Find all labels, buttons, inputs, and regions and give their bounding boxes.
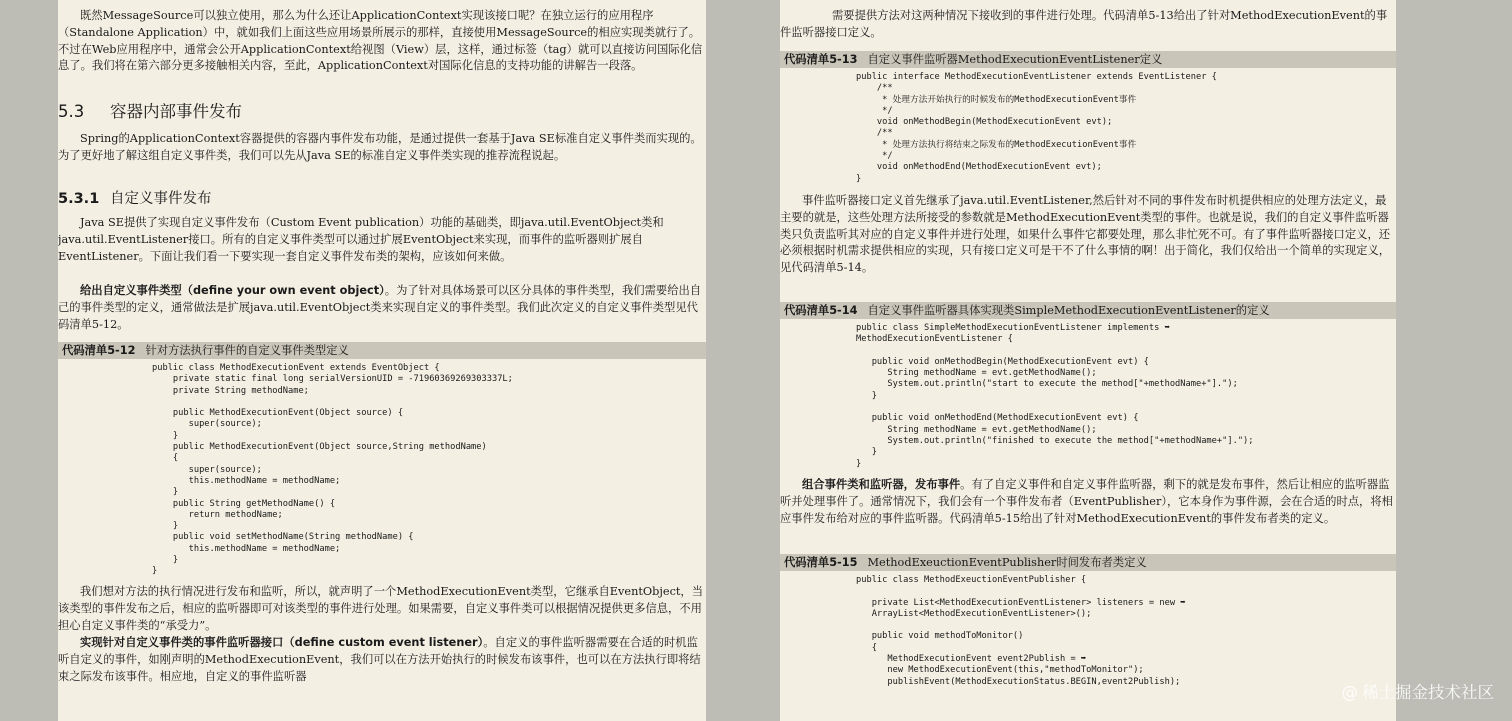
caption-label: 代码清单5-13 (784, 53, 858, 66)
section-title: 容器内部事件发布 (110, 102, 242, 121)
code-listing-5-12: public class MethodExecutionEvent extends EventObject { private static final long serialVersionUID = -71960369269303337L; private String methodName; public MethodExecutionEvent(Object source) { super(source); } public MethodExecutionEvent(Object source,String methodName) { super(source); this.methodName = methodName; } public String getMethodName() { return methodName; } public void setMethodName(String methodName) { this.methodName = methodName; } } (152, 363, 513, 577)
caption-label: 代码清单5-15 (784, 556, 858, 569)
paragraph-define-listener (58, 635, 706, 685)
caption-text: 自定义事件监听器具体实现类SimpleMethodExecutionEventListener的定义 (867, 304, 1270, 317)
subsection-number: 5.3.1 (58, 191, 100, 207)
paragraph-java-se-events: Java SE提供了实现自定义事件发布（Custom Event publication）功能的基础类，即java.util.EventObject类和java.util.EventListener接口。所有的自定义事件类型可以通过扩展EventObject来实现，而事件的监听器则扩展自EventListener。下面让我们看一下要实现一套自定义事件发布类的架构，应该如何来做。 (58, 216, 664, 263)
paragraph-define-event-text: 。为了针对具体场景可以区分具体的事件类型，我们需要给出自己的事件类型的定义，通常做法是扩展java.util.EventObject类来实现自定义的事件类型。我们此次定义的自定义事件类型见代码清单5-12。 (58, 284, 702, 331)
paragraph-define-event (58, 283, 706, 333)
caption-label: 代码清单5-12 (62, 344, 136, 357)
section-number: 5.3 (58, 102, 85, 121)
left-page (58, 0, 706, 721)
code-listing-5-14: public class SimpleMethodExecutionEventListener implements ➥ MethodExecutionEventListener { public void onMethodBegin(MethodExecutionEvent evt) { String methodName = evt.getMethodName(); System.out.println("start to execute the method["+methodName+"]."); } public void onMethodEnd(MethodExecutionEvent evt) { String methodName = evt.getMethodName(); System.out.println("finished to execute the method["+methodName+"]."); } } (856, 323, 1254, 469)
watermark-text: 稀土掘金技术社区 (1362, 683, 1494, 702)
code-listing-caption-5-12 (58, 342, 706, 359)
code-listing-5-13: public interface MethodExecutionEventListener extends EventListener { /** * 处理方法开始执行的时候发布的MethodExecutionEvent事件 */ void onMethodBegin(MethodExecutionEvent evt); /** * 处理方法执行将结束之际发布的MethodExecutionEvent事件 */ void onMethodEnd(MethodExecutionEvent evt); } (856, 72, 1217, 184)
caption-label: 代码清单5-14 (784, 304, 858, 317)
code-listing-caption-5-15 (780, 554, 1396, 571)
caption-text: 自定义事件监听器MethodExecutionEventListener定义 (867, 53, 1163, 66)
subsection-heading (58, 189, 706, 209)
code-listing-caption-5-13 (780, 51, 1396, 68)
code-listing-5-15: public class MethodExeuctionEventPublisher { private List<MethodExecutionEventListener> listeners = new ➥ ArrayList<MethodExecutionEventListener>(); public void methodToMonitor() { MethodExecutionEvent event2Publish = ➥ new MethodExecutionEvent(this,"methodToMonitor"); publishEvent(MethodExecutionStatus.BEGIN,event2Publish); (856, 575, 1186, 687)
paragraph-intro: 既然MessageSource可以独立使用，那么为什么还让ApplicationContext实现该接口呢？在独立运行的应用程序（Standalone Application）中，就如我们上面这些应用场景所展示的那样，直接使用MessageSource的相应实现类就行了。不过在Web应用程序中，通常会公开ApplicationContext给视图（View）层，这样，通过标签（tag）就可以直接访问国际化信息了。我们将在第六部分更多接触相关内容，至此，ApplicationContext对国际化信息的支持功能的讲解告一段落。 (58, 9, 703, 73)
paragraph-define-listener-text: 。自定义的事件监听器需要在合适的时机监听自定义的事件，如刚声明的MethodExecutionEvent，我们可以在方法开始执行的时候发布该事件，也可以在方法执行即将结束之际发布该事件。相应地，自定义的事件监听器 (58, 636, 701, 683)
caption-text: 针对方法执行事件的自定义事件类型定义 (145, 344, 349, 357)
subsection-title: 自定义事件发布 (110, 191, 212, 207)
watermark-at-sign: @ (1341, 683, 1358, 702)
bold-lead-publish-event: 组合事件类和监听器，发布事件 (802, 478, 961, 491)
bold-lead-define-event: 给出自定义事件类型（define your own event object） (80, 284, 385, 297)
paragraph-event-type-explained: 我们想对方法的执行情况进行发布和监听，所以，就声明了一个MethodExecutionEvent类型，它继承自EventObject，当该类型的事件发布之后，相应的监听器即可对该类型的事件进行处理。如果需要，自定义事件类可以根据情况提供更多信息，不用担心自定义事件类的“承受力”。 (58, 585, 704, 632)
paragraph-publish-event (780, 477, 1396, 527)
paragraph-listener-intro: 需要提供方法对这两种情况下接收到的事件进行处理。代码清单5-13给出了针对MethodExecutionEvent的事件监听器接口定义。 (780, 9, 1388, 39)
paragraph-publish-event-text: 。有了自定义事件和自定义事件监听器，剩下的就是发布事件，然后让相应的监听器监听并处理事件了。通常情况下，我们会有一个事件发布者（EventPublisher），它本身作为事件源，会在合适的时点，将相应事件发布给对应的事件监听器。代码清单5-15给出了针对MethodExecutionEvent的事件发布者类的定义。 (780, 478, 1393, 525)
bold-lead-define-listener: 实现针对自定义事件类的事件监听器接口（define custom event listener） (80, 636, 484, 649)
watermark (1342, 679, 1495, 703)
paragraph-spring-events: Spring的ApplicationContext容器提供的容器内事件发布功能，是通过提供一套基于Java SE标准自定义事件类而实现的。为了更好地了解这组自定义事件类，我们可以先从Java SE的标准自定义事件类实现的推荐流程说起。 (58, 132, 702, 162)
caption-text: MethodExeuctionEventPublisher时间发布者类定义 (867, 556, 1147, 569)
right-page (780, 0, 1396, 721)
code-listing-caption-5-14 (780, 302, 1396, 319)
section-heading (58, 101, 706, 123)
paragraph-listener-interface-explained: 事件监听器接口定义首先继承了java.util.EventListener,然后针对不同的事件发布时机提供相应的处理方法定义，最主要的就是，这些处理方法所接受的参数就是MethodExecutionEvent类型的事件。也就是说，我们的自定义事件监听器类只负责监听其对应的自定义事件并进行处理，如果什么事件它都要处理，那么非忙死不可。有了事件监听器接口定义，还必须根据时机需求提供相应的实现，只有接口定义可是干不了什么事情的啊！出于简化，我们仅给出一个简单的实现定义，见代码清单5-14。 (780, 194, 1391, 275)
